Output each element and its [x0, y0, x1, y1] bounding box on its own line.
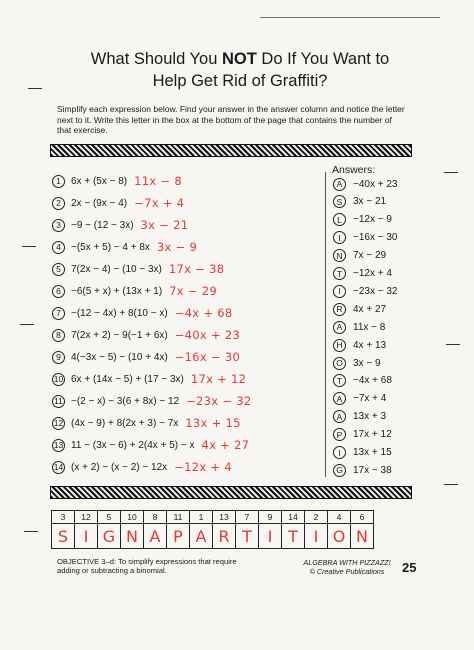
handwritten-work: 17x − 38 — [168, 262, 225, 276]
handwritten-work: −7x + 4 — [134, 196, 185, 210]
answer-box-letter[interactable]: S — [52, 524, 75, 549]
exercise-expression: 4(−3x − 5) − (10 + 4x) — [71, 351, 168, 363]
decorative-border-top — [50, 144, 412, 157]
exercise-expression: −9 − (12 − 3x) — [71, 219, 134, 231]
answer-letter: T — [333, 374, 346, 387]
answer-letter: O — [333, 357, 346, 370]
exercise-number: 3 — [52, 219, 65, 232]
answer-box-letter[interactable]: P — [167, 524, 190, 549]
exercise-row — [52, 282, 217, 300]
answers-divider — [325, 172, 326, 477]
hole-punch-mark — [28, 88, 42, 89]
answer-value: 17x − 38 — [353, 464, 392, 476]
answer-box-letter[interactable]: R — [213, 524, 236, 549]
answer-value: −7x + 4 — [353, 393, 387, 405]
answer-box-number: 12 — [75, 511, 98, 524]
answer-value: 7x − 29 — [353, 250, 387, 262]
answer-row — [333, 336, 386, 354]
answer-box-number: 2 — [305, 511, 328, 524]
title-emphasis: NOT — [221, 50, 257, 68]
handwritten-work: −23x − 32 — [186, 394, 252, 408]
answer-box-grid — [51, 510, 374, 549]
handwritten-work: −40x + 23 — [174, 328, 241, 342]
answer-box-letter[interactable]: I — [259, 524, 282, 549]
exercise-row — [52, 216, 188, 234]
exercise-expression: 6x + (14x − 5) + (17 − 3x) — [71, 373, 184, 385]
answer-box-letter[interactable]: O — [328, 524, 351, 549]
answer-row — [333, 247, 386, 265]
answer-value: 13x + 15 — [353, 447, 392, 458]
answer-box-number: 11 — [167, 511, 190, 524]
exercise-expression: 7(2x + 2) − 9(−1 + 6x) — [71, 329, 168, 341]
answer-row — [333, 211, 392, 229]
hole-punch-mark — [22, 246, 36, 247]
answer-row — [333, 193, 386, 211]
exercise-expression: −(12 − 4x) + 8(10 − x) — [71, 307, 168, 319]
exercise-number: 4 — [52, 241, 65, 254]
answer-box-letters — [52, 524, 374, 549]
page-title-line1: What Should You NOT Do If You Want to — [90, 50, 390, 68]
answer-value: −40x + 23 — [353, 178, 398, 190]
answer-box-letter[interactable]: T — [236, 524, 259, 549]
exercise-number: 5 — [52, 263, 65, 276]
answer-box-number: 9 — [259, 511, 282, 524]
answer-box-letter[interactable]: N — [121, 524, 144, 549]
exercise-number: 14 — [53, 462, 64, 472]
answer-row — [333, 265, 392, 283]
answer-letter: I — [333, 446, 346, 459]
hole-punch-mark — [20, 324, 34, 325]
hole-punch-mark — [444, 172, 458, 173]
answer-letter: R — [333, 303, 346, 316]
answer-letter: P — [333, 428, 346, 441]
exercise-expression: 11 − (3x − 6) + 2(4x + 5) − x — [71, 439, 195, 451]
answer-value: 13x + 3 — [353, 411, 387, 423]
hole-punch-mark — [444, 484, 458, 485]
answer-letter: A — [333, 321, 346, 334]
header-rule — [260, 17, 440, 18]
answer-row — [333, 426, 392, 444]
answer-row — [333, 390, 386, 408]
answer-box-number: 6 — [351, 511, 374, 524]
answer-row — [333, 282, 397, 300]
answer-box-number: 10 — [121, 511, 144, 524]
answer-box-letter[interactable]: I — [305, 524, 328, 549]
answer-row — [333, 354, 381, 372]
exercise-row — [52, 172, 182, 190]
handwritten-work: −12x + 4 — [174, 460, 232, 474]
answer-letter: L — [333, 213, 346, 226]
exercise-row — [52, 370, 246, 388]
answer-row — [333, 318, 385, 336]
exercise-row — [52, 326, 240, 344]
answer-letter: G — [333, 464, 346, 477]
exercise-expression: −(2 − x) − 3(6 + 8x) − 12 — [71, 395, 180, 407]
answer-box-letter[interactable]: A — [190, 524, 213, 549]
exercise-row — [52, 392, 251, 410]
exercise-row — [52, 238, 197, 256]
exercise-number: 13 — [53, 440, 64, 450]
answer-box-number: 5 — [98, 511, 121, 524]
answer-box-letter[interactable]: A — [144, 524, 167, 549]
exercise-number: 8 — [52, 329, 65, 342]
answer-letter: N — [333, 249, 346, 262]
answer-letter: A — [333, 178, 346, 191]
page-number: 25 — [402, 560, 417, 575]
answer-box-number: 4 — [328, 511, 351, 524]
exercise-row — [52, 414, 241, 432]
handwritten-work: 4x + 27 — [201, 438, 250, 452]
answer-letter: A — [333, 410, 346, 423]
exercise-number: 12 — [53, 418, 64, 428]
handwritten-work: 11x − 8 — [134, 174, 182, 188]
objective-text: OBJECTIVE 3–d: To simplify expressions that require adding or subtracting a binomial. — [57, 557, 237, 575]
answer-value: 4x + 27 — [353, 303, 387, 315]
instructions: Simplify each expression below. Find your answer in the answer column and notice the letter next to it. Write this letter in the box at the bottom of the page that contains the number of that exercise. — [57, 104, 405, 135]
answer-value: 3x − 21 — [353, 196, 387, 208]
answer-box-letter[interactable]: T — [282, 524, 305, 549]
answer-box-number: 13 — [213, 511, 236, 524]
answer-box-letter[interactable]: I — [75, 524, 98, 549]
publisher-credit: ALGEBRA WITH PIZZAZZ! © Creative Publications — [303, 558, 391, 576]
decorative-border-bottom — [50, 486, 412, 499]
answers-heading: Answers: — [332, 164, 376, 176]
answer-value: 11x − 8 — [353, 321, 386, 333]
answer-letter: I — [333, 285, 346, 298]
exercise-number: 11 — [52, 395, 65, 408]
exercise-number: 10 — [53, 374, 64, 384]
answer-box-number: 14 — [282, 511, 305, 524]
exercise-expression: (x + 2) − (x − 2) − 12x — [71, 461, 168, 473]
handwritten-work: 7x − 29 — [169, 284, 217, 298]
exercise-row — [52, 436, 249, 454]
handwritten-work: 3x − 21 — [140, 218, 189, 232]
exercise-expression: 7(2x − 4) − (10 − 3x) — [71, 263, 162, 275]
exercise-expression: −6(5 + x) + (13x + 1) — [71, 285, 163, 297]
answer-box-letter[interactable]: N — [351, 524, 374, 549]
handwritten-work: −16x − 30 — [174, 350, 241, 364]
answer-box-number: 1 — [190, 511, 213, 524]
answer-box-number: 8 — [144, 511, 167, 524]
handwritten-work: 3x − 9 — [156, 240, 198, 254]
answer-value: −23x − 32 — [353, 285, 398, 297]
exercise-expression: 2x − (9x − 4) — [71, 197, 128, 209]
exercise-row — [52, 194, 184, 212]
answer-row — [333, 300, 386, 318]
exercise-expression: 6x + (5x − 8) — [71, 175, 128, 187]
hole-punch-mark — [24, 531, 38, 532]
exercise-row — [52, 260, 224, 278]
handwritten-work: 17x + 12 — [190, 372, 247, 386]
exercise-number: 7 — [52, 307, 65, 320]
exercise-row — [52, 304, 232, 322]
answer-row — [333, 229, 397, 247]
answer-box-letter[interactable]: G — [98, 524, 121, 549]
exercise-number: 9 — [52, 351, 65, 364]
answer-letter: H — [333, 339, 346, 352]
exercise-number: 6 — [52, 285, 65, 298]
page-title-line2: Help Get Rid of Graffiti? — [152, 72, 328, 90]
answer-value: −16x − 30 — [353, 232, 398, 244]
answer-value: −12x + 4 — [353, 268, 392, 279]
handwritten-work: −4x + 68 — [174, 306, 233, 320]
exercise-row — [52, 458, 232, 476]
hole-punch-mark — [446, 344, 460, 345]
exercise-number: 2 — [52, 197, 65, 210]
answer-box-number: 7 — [236, 511, 259, 524]
answer-row — [333, 372, 392, 390]
exercise-number: 1 — [52, 175, 65, 188]
handwritten-work: 13x + 15 — [185, 416, 241, 430]
answer-letter: T — [333, 267, 346, 280]
answer-row — [333, 461, 392, 479]
answer-row — [333, 444, 392, 462]
answer-value: 4x + 13 — [353, 339, 387, 351]
exercise-row — [52, 348, 240, 366]
answer-box-number: 3 — [52, 511, 75, 524]
answer-letter: S — [333, 195, 346, 208]
answer-box-numbers — [52, 511, 374, 524]
answer-value: −4x + 68 — [353, 375, 392, 387]
answer-letter: A — [333, 392, 346, 405]
answer-value: 17x + 12 — [353, 429, 392, 441]
answer-value: −12x − 9 — [353, 214, 392, 226]
answer-row — [333, 175, 397, 193]
exercise-expression: −(5x + 5) − 4 + 8x — [71, 241, 150, 253]
answer-letter: I — [333, 231, 346, 244]
answer-row — [333, 408, 386, 426]
exercise-expression: (4x − 9) + 8(2x + 3) − 7x — [71, 417, 179, 429]
answer-value: 3x − 9 — [353, 357, 381, 369]
